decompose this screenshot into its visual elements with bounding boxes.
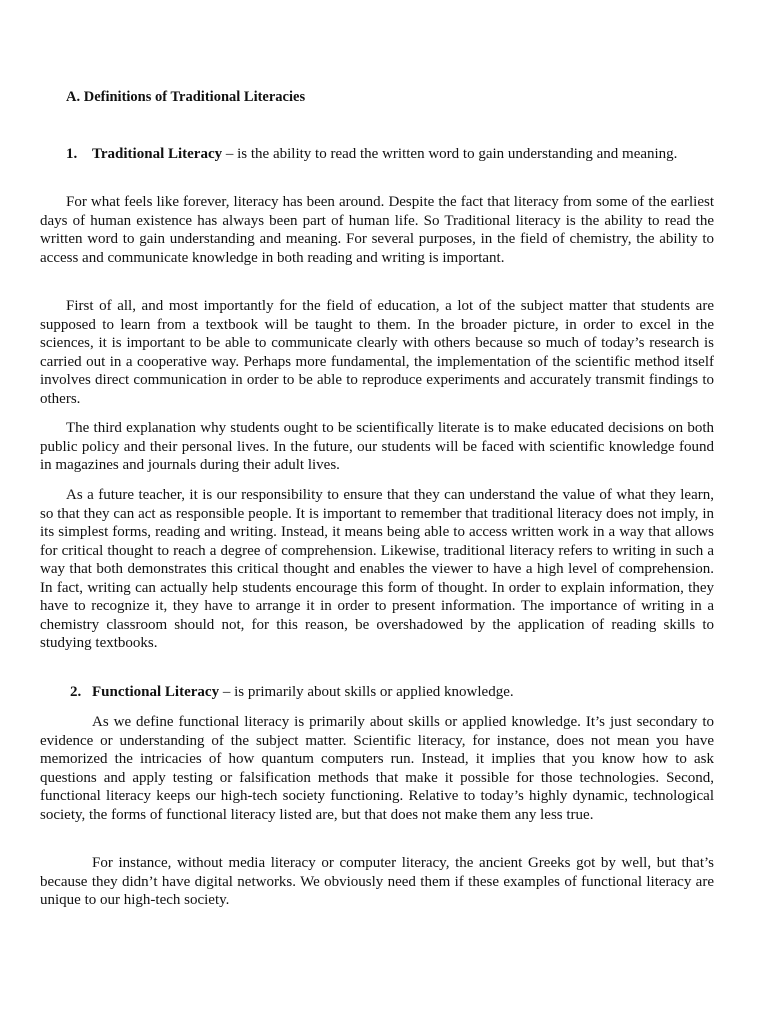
paragraph-literacy-history: For what feels like forever, literacy has been around. Despite the fact that literacy from some of the earliest days of human existence has always been part of human life. So Traditional literacy is the ability to read the written word to gain understanding and meaning. For several purposes, in the field of chemistry, the ability to access and communicate knowledge in both reading and writing is important. bbox=[40, 194, 714, 266]
paragraph-education-importance: First of all, and most importantly for the field of education, a lot of the subject matter that students are supposed to learn from a textbook will be taught to them. In the broader picture, in order to excel in the sciences, it is important to be able to communicate clearly with others because so much of today’s research is carried out in a cooperative way. Perhaps more fundamental, the implementation of the scientific method itself involves direct communication in order to be able to reproduce experiments and accurately transmit findings to others. bbox=[40, 298, 714, 407]
paragraph-scientific-literacy: The third explanation why students ought to be scientifically literate is to make educated decisions on both public policy and their personal lives. In the future, our students will be faced with scientific knowledge found in magazines and journals during their adult lives. bbox=[40, 420, 714, 473]
paragraph-functional-literacy: As we define functional literacy is primarily about skills or applied knowledge. It’s just secondary to evidence or understanding of the subject matter. Scientific literacy, for instance, does not mean you have memorized the intricacies of how quantum computers run. Instead, it implies that you know how to ask questions and apply testing or falsification methods that make it possible for those technologies. Second, functional literacy keeps our high-tech society functioning. Relative to today’s highly dynamic, technological society, the forms of functional literacy listed are, but that does not make them any less true. bbox=[40, 714, 714, 823]
paragraph-teacher-responsibility: As a future teacher, it is our responsibility to ensure that they can understand the value of what they learn, so that they can act as responsible people. It is important to remember that traditional literacy does not imply, in its simplest forms, reading and writing. Instead, it means being able to access written work in a way that allows for critical thought to reach a degree of comprehension. Likewise, traditional literacy refers to writing in such a way that both demonstrates this critical thought and enables the viewer to have a high level of comprehension. In fact, writing can actually help students encourage this form of thought. In order to explain information, they have to recognize it, they have to arrange it in order to present information. The importance of writing in a chemistry classroom should not, for this reason, be overshadowed by the application of reading skills to studying textbooks. bbox=[40, 487, 714, 651]
definition-item-functional-literacy bbox=[70, 683, 712, 701]
definition-text: – is the ability to read the written word to gain understanding and meaning. bbox=[222, 146, 678, 162]
item-number: 1. bbox=[66, 146, 78, 162]
term-traditional-literacy: Traditional Literacy bbox=[92, 146, 223, 162]
section-heading: A. Definitions of Traditional Literacies bbox=[66, 89, 306, 105]
item-number: 2. bbox=[70, 684, 82, 700]
paragraph-media-literacy: For instance, without media literacy or computer literacy, the ancient Greeks got by well, but that’s because they didn’t have digital networks. We obviously need them if these examples of functional literacy are unique to our high-tech society. bbox=[40, 855, 714, 908]
definition-item-traditional-literacy bbox=[66, 145, 712, 163]
term-functional-literacy: Functional Literacy bbox=[92, 684, 220, 700]
definition-text: – is primarily about skills or applied knowledge. bbox=[219, 684, 514, 700]
